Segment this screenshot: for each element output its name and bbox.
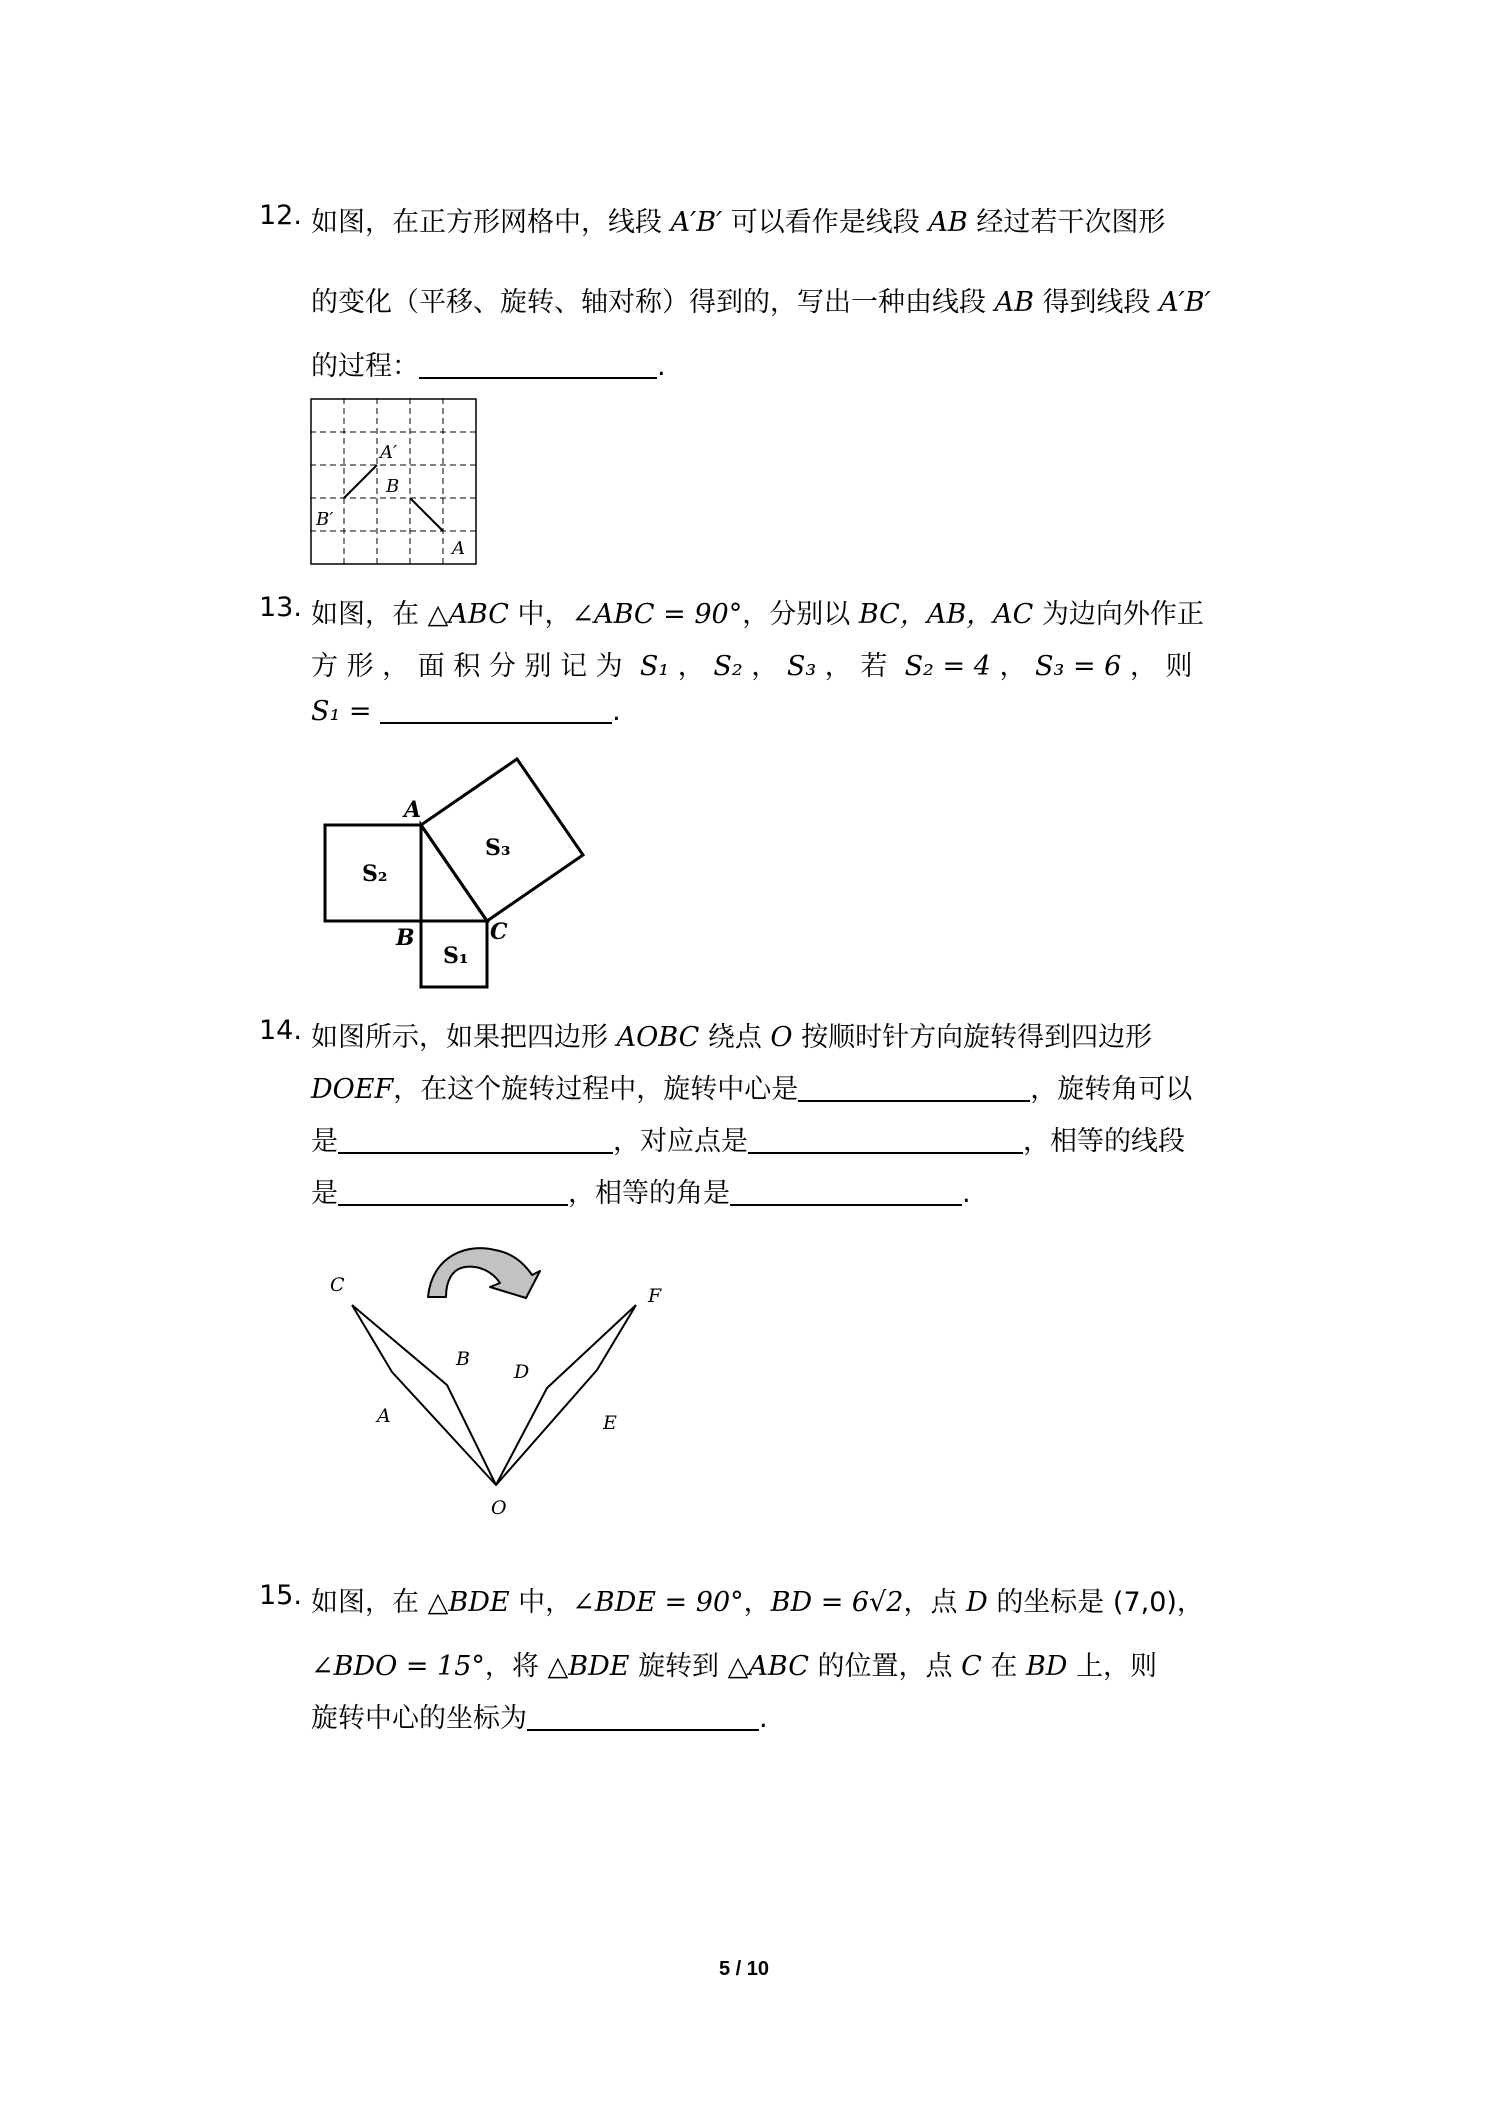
label-b: B (456, 1348, 470, 1370)
q15-line-2: ∠BDO = 15°，将 △BDE 旋转到 △ABC 的位置，点 C 在 BD 上，则 (311, 1651, 1158, 1682)
answer-blank[interactable] (338, 1126, 613, 1154)
q15-line-3: 旋转中心的坐标为 . (311, 1703, 768, 1734)
q13-line-2: 方 形 ， 面 积 分 别 记 为 S₁ ， S₂ ， S₃ ， 若 S₂ = 4 ， S₃ = 6 ， 则 (311, 651, 1193, 682)
rotation-arrow-icon (428, 1248, 540, 1298)
label-s2: S₂ (362, 861, 388, 887)
answer-blank[interactable] (419, 351, 657, 379)
q13-line-3: S₁ = . (311, 696, 621, 727)
q15-line-1: 如图，在 △BDE 中，∠BDE = 90°，BD = 6√2，点 D 的坐标是 (7,0)， (311, 1587, 1204, 1618)
answer-blank[interactable] (380, 696, 612, 724)
label-e: E (603, 1412, 617, 1434)
q14-rotation-figure (300, 1225, 700, 1529)
segment-ab (410, 498, 443, 531)
label-s1: S₁ (443, 943, 469, 969)
q14-line-1: 如图所示，如果把四边形 AOBC 绕点 O 按顺时针方向旋转得到四边形 (311, 1022, 1153, 1053)
label-o: O (491, 1497, 507, 1519)
label-d: D (514, 1361, 530, 1383)
answer-blank[interactable] (730, 1178, 962, 1206)
label-b: B (386, 476, 400, 497)
q12-line-2: 的变化（平移、旋转、轴对称）得到的，写出一种由线段 AB 得到线段 A′B′ (311, 287, 1211, 318)
label-c: C (330, 1274, 345, 1296)
answer-blank[interactable] (798, 1074, 1030, 1102)
question-number: 15. (259, 1580, 302, 1611)
triangle-abc (421, 825, 487, 921)
question-number: 14. (259, 1015, 302, 1046)
answer-blank[interactable] (748, 1126, 1023, 1154)
label-c: C (490, 919, 508, 945)
q14-line-2: DOEF，在这个旋转过程中，旋转中心是 ，旋转角可以 (311, 1074, 1193, 1105)
quad-doef (496, 1305, 636, 1485)
q12-line-3: 的过程： . (311, 351, 666, 382)
q14-line-4: 是 ，相等的角是 . (311, 1178, 971, 1209)
q13-line-1: 如图，在 △ABC 中，∠ABC = 90°，分别以 BC，AB，AC 为边向外作正 (311, 599, 1204, 630)
label-b-prime: B′ (316, 509, 334, 530)
label-f: F (648, 1285, 662, 1307)
label-a: A (404, 797, 422, 823)
label-a: A (452, 538, 465, 559)
q14-line-3: 是 ，对应点是 ，相等的线段 (311, 1126, 1185, 1157)
answer-blank[interactable] (338, 1178, 568, 1206)
page-number: 5 / 10 (718, 1958, 770, 1980)
quad-aobc (352, 1305, 496, 1485)
label-b: B (396, 925, 415, 951)
segment-a1b1 (344, 465, 377, 498)
answer-blank[interactable] (527, 1703, 759, 1731)
label-a: A (377, 1405, 391, 1427)
question-number: 13. (259, 592, 302, 623)
q13-pythagoras-figure (300, 745, 600, 1009)
label-a-prime: A′ (380, 442, 398, 463)
q12-grid-figure (310, 398, 480, 572)
q12-line-1: 如图，在正方形网格中，线段 A′B′ 可以看作是线段 AB 经过若干次图形 (311, 207, 1166, 238)
question-number: 12. (259, 200, 302, 231)
label-s3: S₃ (485, 835, 511, 861)
